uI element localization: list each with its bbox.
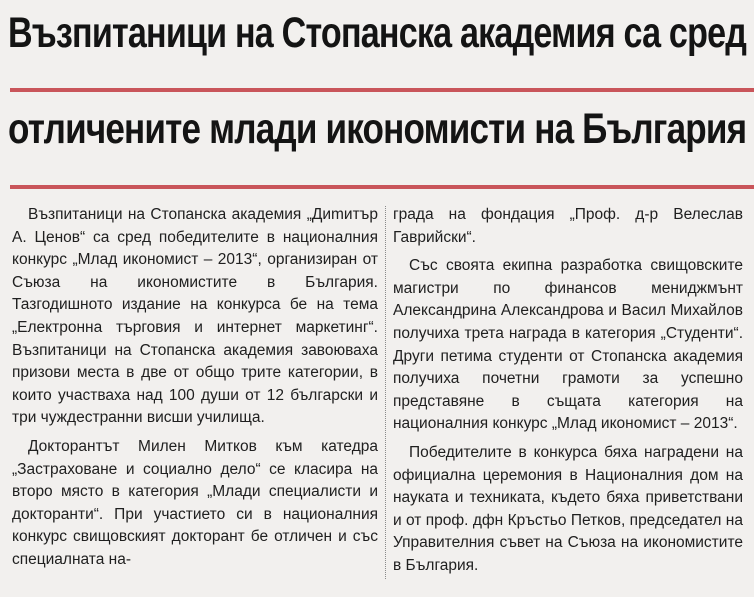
column-divider	[385, 206, 386, 579]
article-paragraph: Със своята екипна разработка свищовските магистри по финансов мениджмънт Александрина Александрова и Васил Михайлов получиха трета награда в категория „Студенти“. Други петима студенти от Стопанска академия получиха почетни грамоти за успешно представяне в същата категория на националния конкурс „Млад икономист – 2013“.	[393, 257, 743, 433]
article-column-left	[12, 204, 378, 578]
headline-rule-bottom	[10, 185, 754, 189]
article-paragraph: Победителите в конкурса бяха наградени на официална церемония в Националния дом на науката и техниката, където бяха приветствани и от проф. дфн Кръстьо Петков, председател на Управителния съвет на Съюза на икономистите в България.	[393, 443, 743, 574]
headline-line-1: Възпитаници на Стопанска академия са сред	[8, 9, 747, 57]
article-paragraph: Докторантът Милен Митков към катедра „Застраховане и социално дело“ се класира на второ място в категория „Млади специалисти и докторанти“. При участието си в националния конкурс свищовският докторант бе отличен и със специалната на-	[12, 437, 378, 568]
headline-rule-top	[10, 88, 754, 92]
article-paragraph-continued: града на фондация „Проф. д-р Велеслав Гаврийски“.	[393, 206, 743, 246]
headline-line-2: отличените млади икономисти на България	[8, 105, 747, 153]
article-paragraph: Възпитаници на Стопанска академия „Диmитър А. Ценов“ са сред победителите в националния конкурс „Млад икономист – 2013“, организиран от Съюза на икономистите в България. Тазгодишното издание на конкурса бе на тема „Електронна търговия и интернет маркетинг“. Възпитаници на Стопанска академия завоюваха призови места в две от общо трите категории, в които участваха над 100 души от 12 български и три чуждестранни висши училища.	[12, 206, 378, 427]
article-column-right	[393, 204, 743, 584]
